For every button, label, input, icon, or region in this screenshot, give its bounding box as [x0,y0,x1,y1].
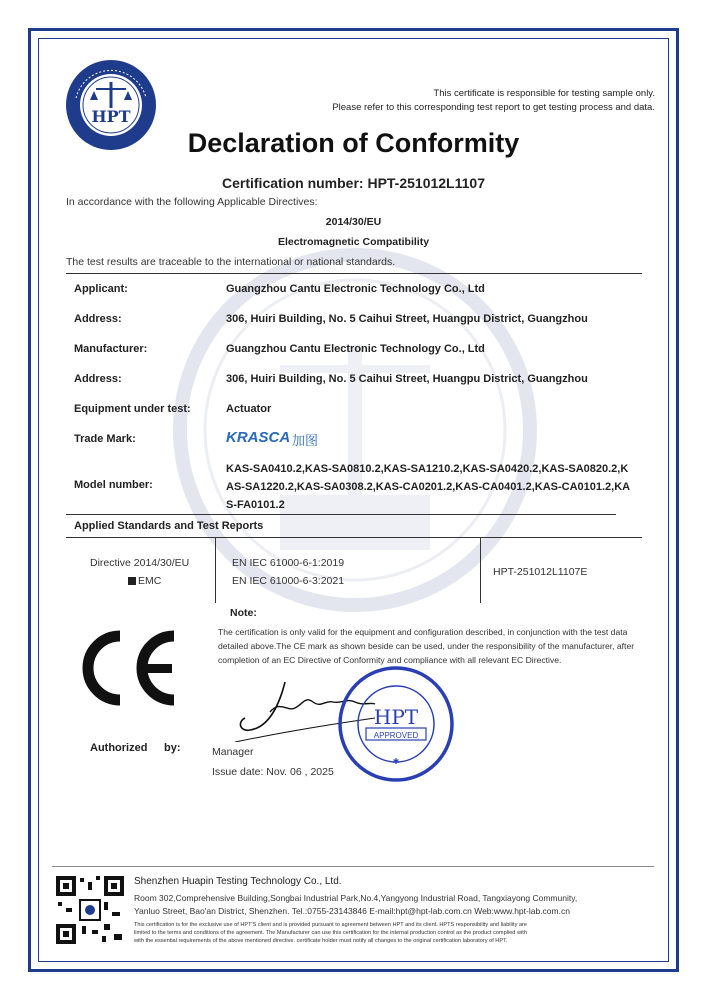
footer-address-line2: Yanluo Street, Bao'an District, Shenzhen. Tel.:0755-23143846 E-mail:hpt@hpt-lab.com.cn Web:www.hpt-lab.com.cn [134,906,570,916]
trademark-logo-cjk: 加图 [292,433,319,448]
manufacturer-label: Manufacturer: [74,343,148,355]
test-report-number: HPT-251012L1107E [493,566,588,578]
issue-date: Issue date: Nov. 06 , 2025 [212,766,334,778]
footer-fine-print-3: with the essential requirements of the above mentioned directive. certificate holder must notify all changes to the original certification laboratory of HPT. [134,938,508,944]
applicant-label: Applicant: [74,283,128,295]
divider-footer [52,866,654,867]
stamp-center-text: HPT [373,705,419,729]
authorized-label: Authorized [90,742,148,754]
model-value: KAS-SA0410.2,KAS-SA0810.2,KAS-SA1210.2,KAS-SA0420.2,KAS-SA0820.2,KAS-SA1220.2,KAS-SA0308.2,KAS-CA0201.2,KAS-CA0401.2,KAS-CA0101.2,KAS-FA0101.2 [226,463,631,511]
standard-2: EN IEC 61000-6-3:2021 [232,575,345,587]
equipment-value: Actuator [226,403,272,415]
footer-fine-print-2: limited to the terms and conditions of the agreement. The Manufacturer can use this certification for the internal production control as the product complied with [134,930,527,936]
address1-value: 306, Huiri Building, No. 5 Caihui Street, Huangpu District, Guangzhou [226,313,588,325]
standards-directive: Directive 2014/30/EU [90,557,190,569]
notice-line1: This certificate is responsible for testing sample only. [433,88,655,99]
note-label: Note: [230,607,257,619]
authorized-by: by: [164,742,181,754]
address2-label: Address: [74,373,122,385]
qr-code-icon [54,874,126,946]
notice-line2: Please refer to this corresponding test report to get testing process and data. [332,102,655,113]
directive-name: Electromagnetic Compatibility [277,236,430,248]
svg-text:✱: ✱ [392,757,400,766]
divider-standards [66,537,642,538]
approval-stamp [336,664,456,784]
trademark-logo-latin: KRASCA [226,429,291,446]
standards-category: EMC [138,575,162,587]
footer-company: Shenzhen Huapin Testing Technology Co., Ltd. [134,876,342,887]
equipment-label: Equipment under test: [74,403,191,415]
page-title: Declaration of Conformity [187,128,520,158]
footer-address-line1: Room 302,Comprehensive Building,Songbai Industrial Park,No.4,Yangyong Industrial Road, Tangxiayong Community, [134,893,578,903]
traceable-text: The test results are traceable to the international or national standards. [66,256,396,268]
emc-checkbox-icon [128,577,136,585]
divider-col1 [215,537,216,603]
manufacturer-value: Guangzhou Cantu Electronic Technology Co., Ltd [226,343,485,355]
stamp-approved-text: APPROVED [373,731,419,740]
address2-value: 306, Huiri Building, No. 5 Caihui Street, Huangpu District, Guangzhou [226,373,588,385]
divider-top [66,273,642,274]
divider-models [66,514,616,515]
directive-number: 2014/30/EU [325,216,382,228]
applicant-value: Guangzhou Cantu Electronic Technology Co., Ltd [226,283,485,295]
standard-1: EN IEC 61000-6-1:2019 [232,557,345,569]
trademark-label: Trade Mark: [74,433,136,445]
footer-fine-print-1: This certification is for the exclusive use of HPT'S client and is provided pursuant to agreement between HPT and its client. HPTS responsibility and liability are [134,922,528,928]
standards-heading: Applied Standards and Test Reports [74,520,264,532]
certification-number: Certification number: HPT-251012L1107 [222,175,485,191]
intro-text: In accordance with the following Applicable Directives: [66,196,318,208]
logo-text: HPT [91,107,131,126]
manager-title: Manager [212,746,254,758]
ce-mark-icon [72,628,182,708]
model-label: Model number: [74,479,153,491]
note-text: The certification is only valid for the equipment and configuration described, in conjunction with the test data detailed above.The CE mark as shown beside can be used, under the responsibility of the manufacturer, after completion of an EC Directive of Conformity and compliance with all relevant EC Directive. [218,627,635,665]
divider-col2 [480,537,481,603]
address1-label: Address: [74,313,122,325]
